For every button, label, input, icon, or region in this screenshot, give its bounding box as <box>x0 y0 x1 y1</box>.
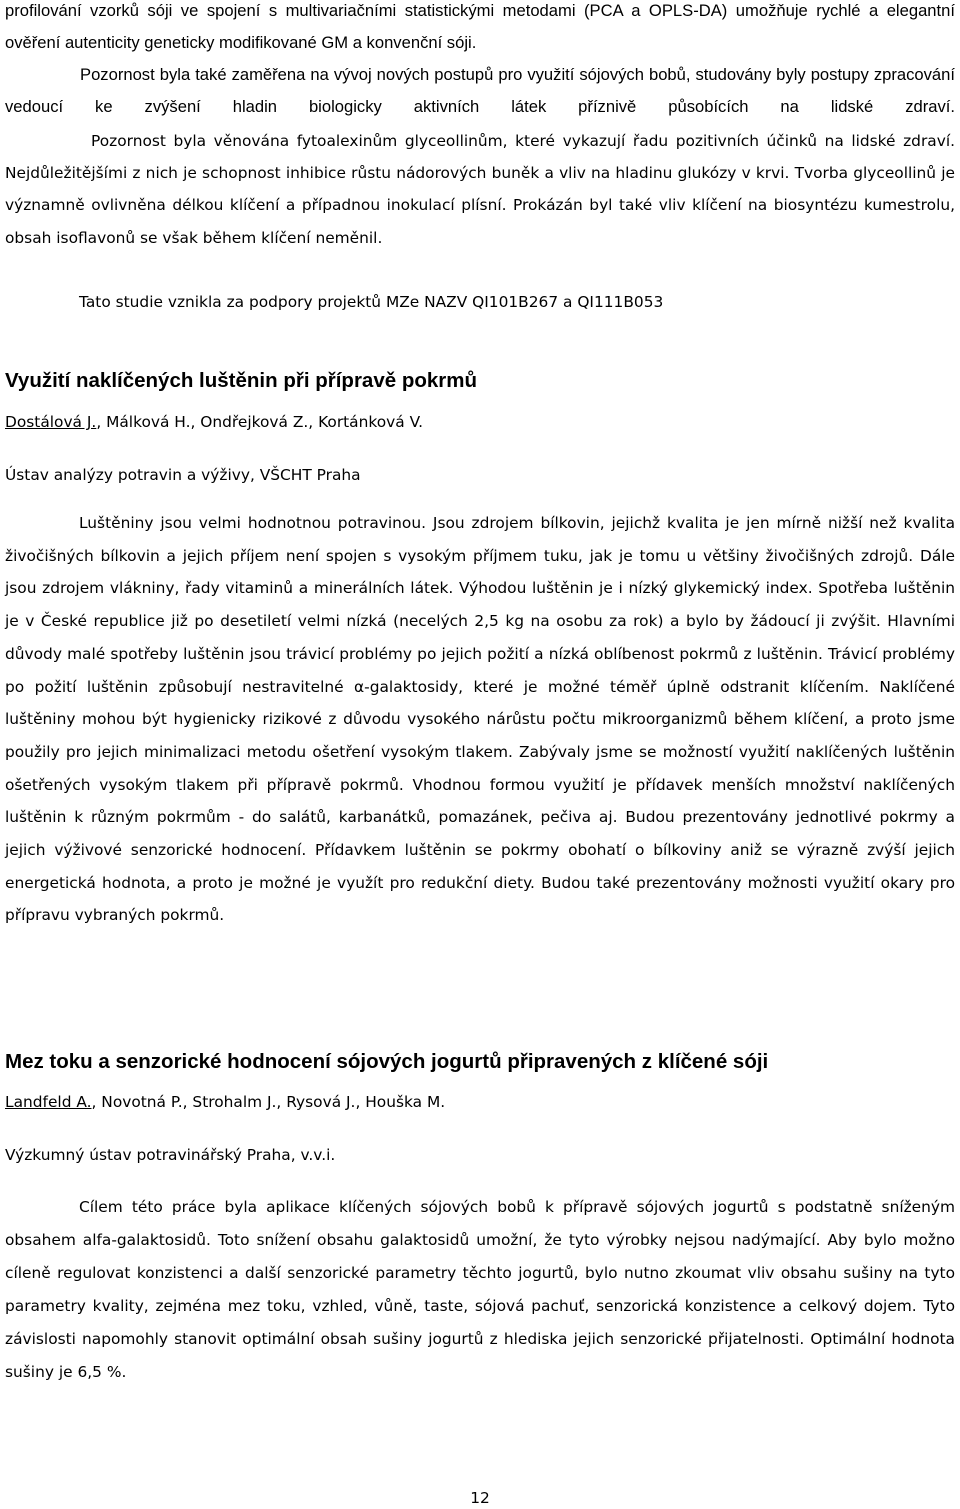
article2-affiliation: Výzkumný ústav potravinářský Praha, v.v.i. <box>5 1146 336 1164</box>
article1-title: Využití naklíčených luštěnin při přípravě pokrmů <box>5 369 478 392</box>
funding-note: Tato studie vznikla za podpory projektů MZe NAZV QI101B267 a QI111B053 <box>79 293 664 311</box>
article2-body: Cílem této práce byla aplikace klíčených sójových bobů k přípravě sójových jogurtů s podstatně sníženým obsahem alfa-galaktosidů. Toto snížení obsahu galaktosidů umožní, že tyto výrobky nejsou nadýmající. Aby bylo možno cíleně regulovat konzistenci a další senzorické parametry těchto jogurtů, bylo nutno zkoumat vliv obsahu sušiny na tyto parametry kvality, zejména mez toku, vzhled, vůně, taste, sójová pachuť, senzorická konzistence a celkový dojem. Tyto závislosti napomohly stanovit optimální obsah sušiny jogurtů z hlediska jejich senzorické přijatelnosti. Optimální hodnota sušiny je 6,5 %. <box>5 1198 955 1381</box>
intro-paragraph-2-cont: Pozornost byla věnována fytoalexinům glyceollinům, které vykazují řadu pozitivních účinků na lidské zdraví. Nejdůležitějšími z nich je schopnost inhibice růstu nádorových buněk a vliv na hladinu glukózy v krvi. Tvorba glyceollinů je významně ovlivněna délkou klíčení a případnou inokulací plísní. Prokázán byl také vliv klíčení na biosyntézu kumestrolu, obsah isoflavonů se však během klíčení neměnil. <box>5 132 955 247</box>
intro-paragraph-2: Pozornost byla také zaměřena na vývoj nových postupů pro využití sójových bobů, studovány byly postupy zpracování vedoucí ke zvýšení hladin biologicky aktivních látek příznivě působících na lidské zdraví. <box>5 65 955 116</box>
article1-body: Luštěniny jsou velmi hodnotnou potravinou. Jsou zdrojem bílkovin, jejichž kvalita je jen mírně nižší než kvalita živočišných bílkovin a jejich příjem není spojen s vysokým příjmem tuku, jak je tomu u většiny živočišných zdrojů. Dále jsou zdrojem vlákniny, řady vitaminů a minerálních látek. Výhodou luštěnin je i nízký glykemický index. Spotřeba luštěnin je v České republice již po desetiletí velmi nízká (necelých 2,5 kg na osobu za rok) a bylo by žádoucí ji zvýšit. Hlavními důvody malé spotřeby luštěnin jsou trávicí problémy po jejich požití a nízká oblíbenost pokrmů z luštěnin. Trávicí problémy po požití luštěnin způsobují nestravitelné α-galaktosidy, které je možné téměř úplně odstranit klíčením. Naklíčené luštěniny mohou být hygienicky rizikové z důvodu vysokého nárůstu počtu mikroorganizmů během klíčení, a proto jsme použily pro jejich minimalizaci metodu ošetření vysokým tlakem. Zabývaly jsme se možností využití naklíčených luštěnin ošetřených vysokým tlakem při přípravě pokrmů. Vhodnou formou využití je přídavek menších množství naklíčených luštěnin k různým pokrmům - do salátů, karbanátků, pomazánek, pečiva aj. Budou prezentovány jednotlivé pokrmy a jejich výživové senzorické hodnocení. Přídavkem luštěnin se pokrmy obohatí o bílkoviny aniž se výrazně zvýší jejich energetická hodnota, a proto je možné je využít pro redukční diety. Budou také prezentovány možnosti využití okary pro přípravu vybraných pokrmů. <box>5 514 955 925</box>
page-number: 12 <box>470 1489 490 1507</box>
article1-other-authors: , Málková H., Ondřejková Z., Kortánková V. <box>96 413 424 431</box>
article1-authors <box>5 409 955 435</box>
article2-title: Mez toku a senzorické hodnocení sójových jogurtů připravených z klíčené sóji <box>5 1050 769 1073</box>
article1-first-author: Dostálová J. <box>5 413 97 431</box>
article2-first-author: Landfeld A. <box>5 1093 92 1111</box>
article2-other-authors: , Novotná P., Strohalm J., Rysová J., Houška M. <box>91 1093 446 1111</box>
article1-affiliation: Ústav analýzy potravin a výživy, VŠCHT Praha <box>5 466 361 484</box>
intro-paragraph-end: profilování vzorků sóji ve spojení s multivariačními statistickými metodami (PCA a OPLS-DA) umožňuje rychlé a elegantní ověření autenticity geneticky modifikované GM a konvenční sóji. <box>5 1 955 52</box>
article2-authors <box>5 1089 955 1115</box>
